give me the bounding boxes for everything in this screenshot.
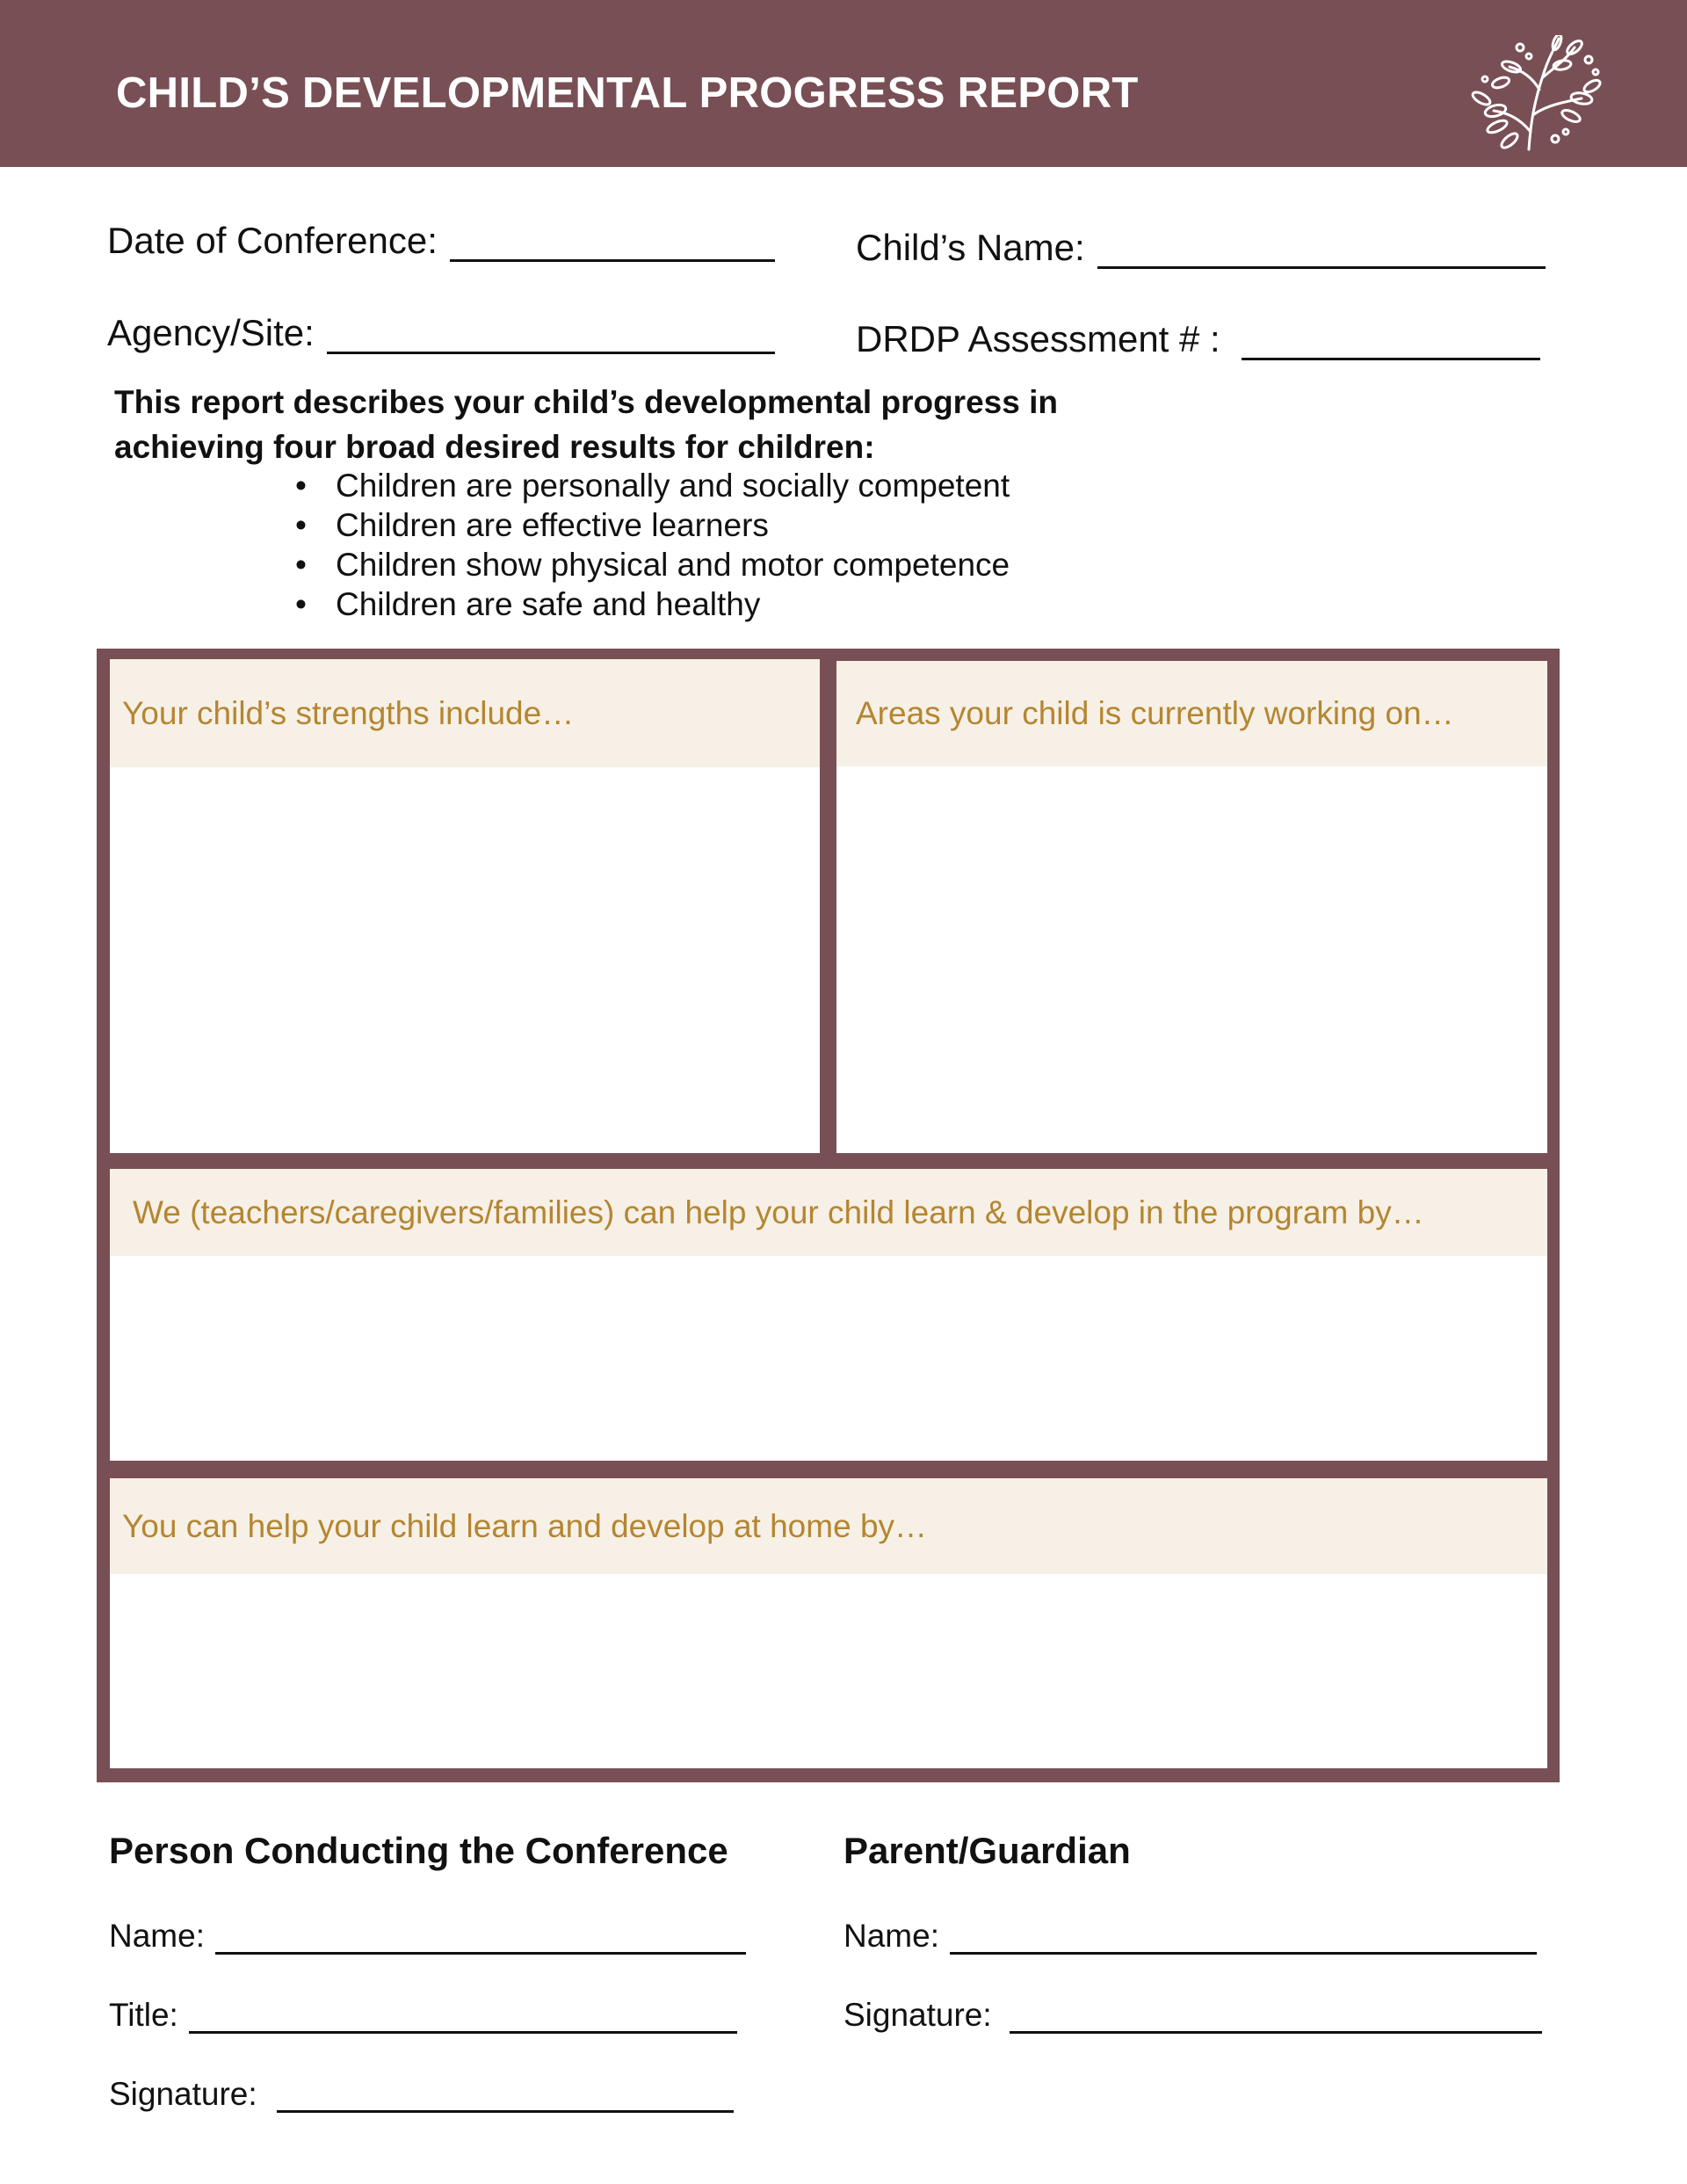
drdp-assessment-field[interactable]: [856, 318, 1540, 360]
childs-name-field[interactable]: [856, 227, 1546, 269]
conductor-name-line[interactable]: [215, 1923, 746, 1955]
date-of-conference-line[interactable]: [450, 227, 775, 262]
page-title: CHILD’S DEVELOPMENTAL PROGRESS REPORT: [116, 69, 1139, 117]
agency-site-line[interactable]: [327, 319, 775, 354]
agency-site-label: Agency/Site:: [107, 312, 315, 353]
list-item: • Children are effective learners: [295, 505, 1010, 545]
guardian-signature-field[interactable]: [844, 1997, 1542, 2034]
guardian-name-label: Name:: [844, 1918, 939, 1954]
conductor-title-label: Title:: [109, 1997, 178, 2033]
conductor-title-field[interactable]: [109, 1997, 737, 2034]
date-of-conference-label: Date of Conference:: [107, 220, 438, 261]
home-help-header: [110, 1478, 1547, 1574]
working-on-header: [836, 661, 1547, 766]
conductor-signature-field[interactable]: [109, 2076, 734, 2113]
working-on-box[interactable]: [836, 661, 1547, 1153]
list-item: • Children are personally and socially competent: [295, 466, 1010, 505]
childs-name-label: Child’s Name:: [856, 227, 1085, 268]
conductor-title-line[interactable]: [189, 2002, 737, 2034]
list-item: • Children show physical and motor competence: [295, 545, 1010, 584]
intro-text: This report describes your child’s developmental progress in achieving four broad desired results for children:: [114, 384, 1058, 465]
conductor-name-field[interactable]: [109, 1918, 746, 1955]
conductor-heading: Person Conducting the Conference: [109, 1830, 728, 1871]
agency-site-field[interactable]: [107, 312, 775, 354]
drdp-assessment-label: DRDP Assessment # :: [856, 318, 1220, 359]
strengths-label: Your child’s strengths include…: [122, 694, 575, 731]
strengths-header: [110, 659, 820, 767]
list-item: • Children are safe and healthy: [295, 584, 1010, 624]
working-on-label: Areas your child is currently working on…: [856, 695, 1454, 731]
date-of-conference-field[interactable]: [107, 220, 775, 262]
conductor-name-label: Name:: [109, 1918, 205, 1954]
program-help-label: We (teachers/caregivers/families) can help your child learn & develop in the program by…: [133, 1194, 1424, 1230]
childs-name-line[interactable]: [1097, 234, 1546, 269]
guardian-name-field[interactable]: [844, 1918, 1537, 1955]
program-help-box[interactable]: [110, 1169, 1547, 1461]
program-help-header: [110, 1169, 1547, 1256]
conductor-signature-line[interactable]: [277, 2081, 734, 2113]
conductor-signature-label: Signature:: [109, 2076, 257, 2112]
guardian-heading: Parent/Guardian: [844, 1830, 1131, 1871]
guardian-signature-label: Signature:: [844, 1997, 992, 2033]
drdp-assessment-line[interactable]: [1242, 325, 1540, 360]
desired-results-list: [295, 466, 1010, 624]
strengths-box[interactable]: [110, 659, 820, 1153]
header-banner: [0, 0, 1687, 167]
home-help-box[interactable]: [110, 1478, 1547, 1768]
home-help-label: You can help your child learn and develop at home by…: [122, 1507, 928, 1544]
floral-sprig-icon: [1459, 35, 1608, 154]
guardian-name-line[interactable]: [950, 1923, 1537, 1955]
guardian-signature-line[interactable]: [1010, 2002, 1542, 2034]
